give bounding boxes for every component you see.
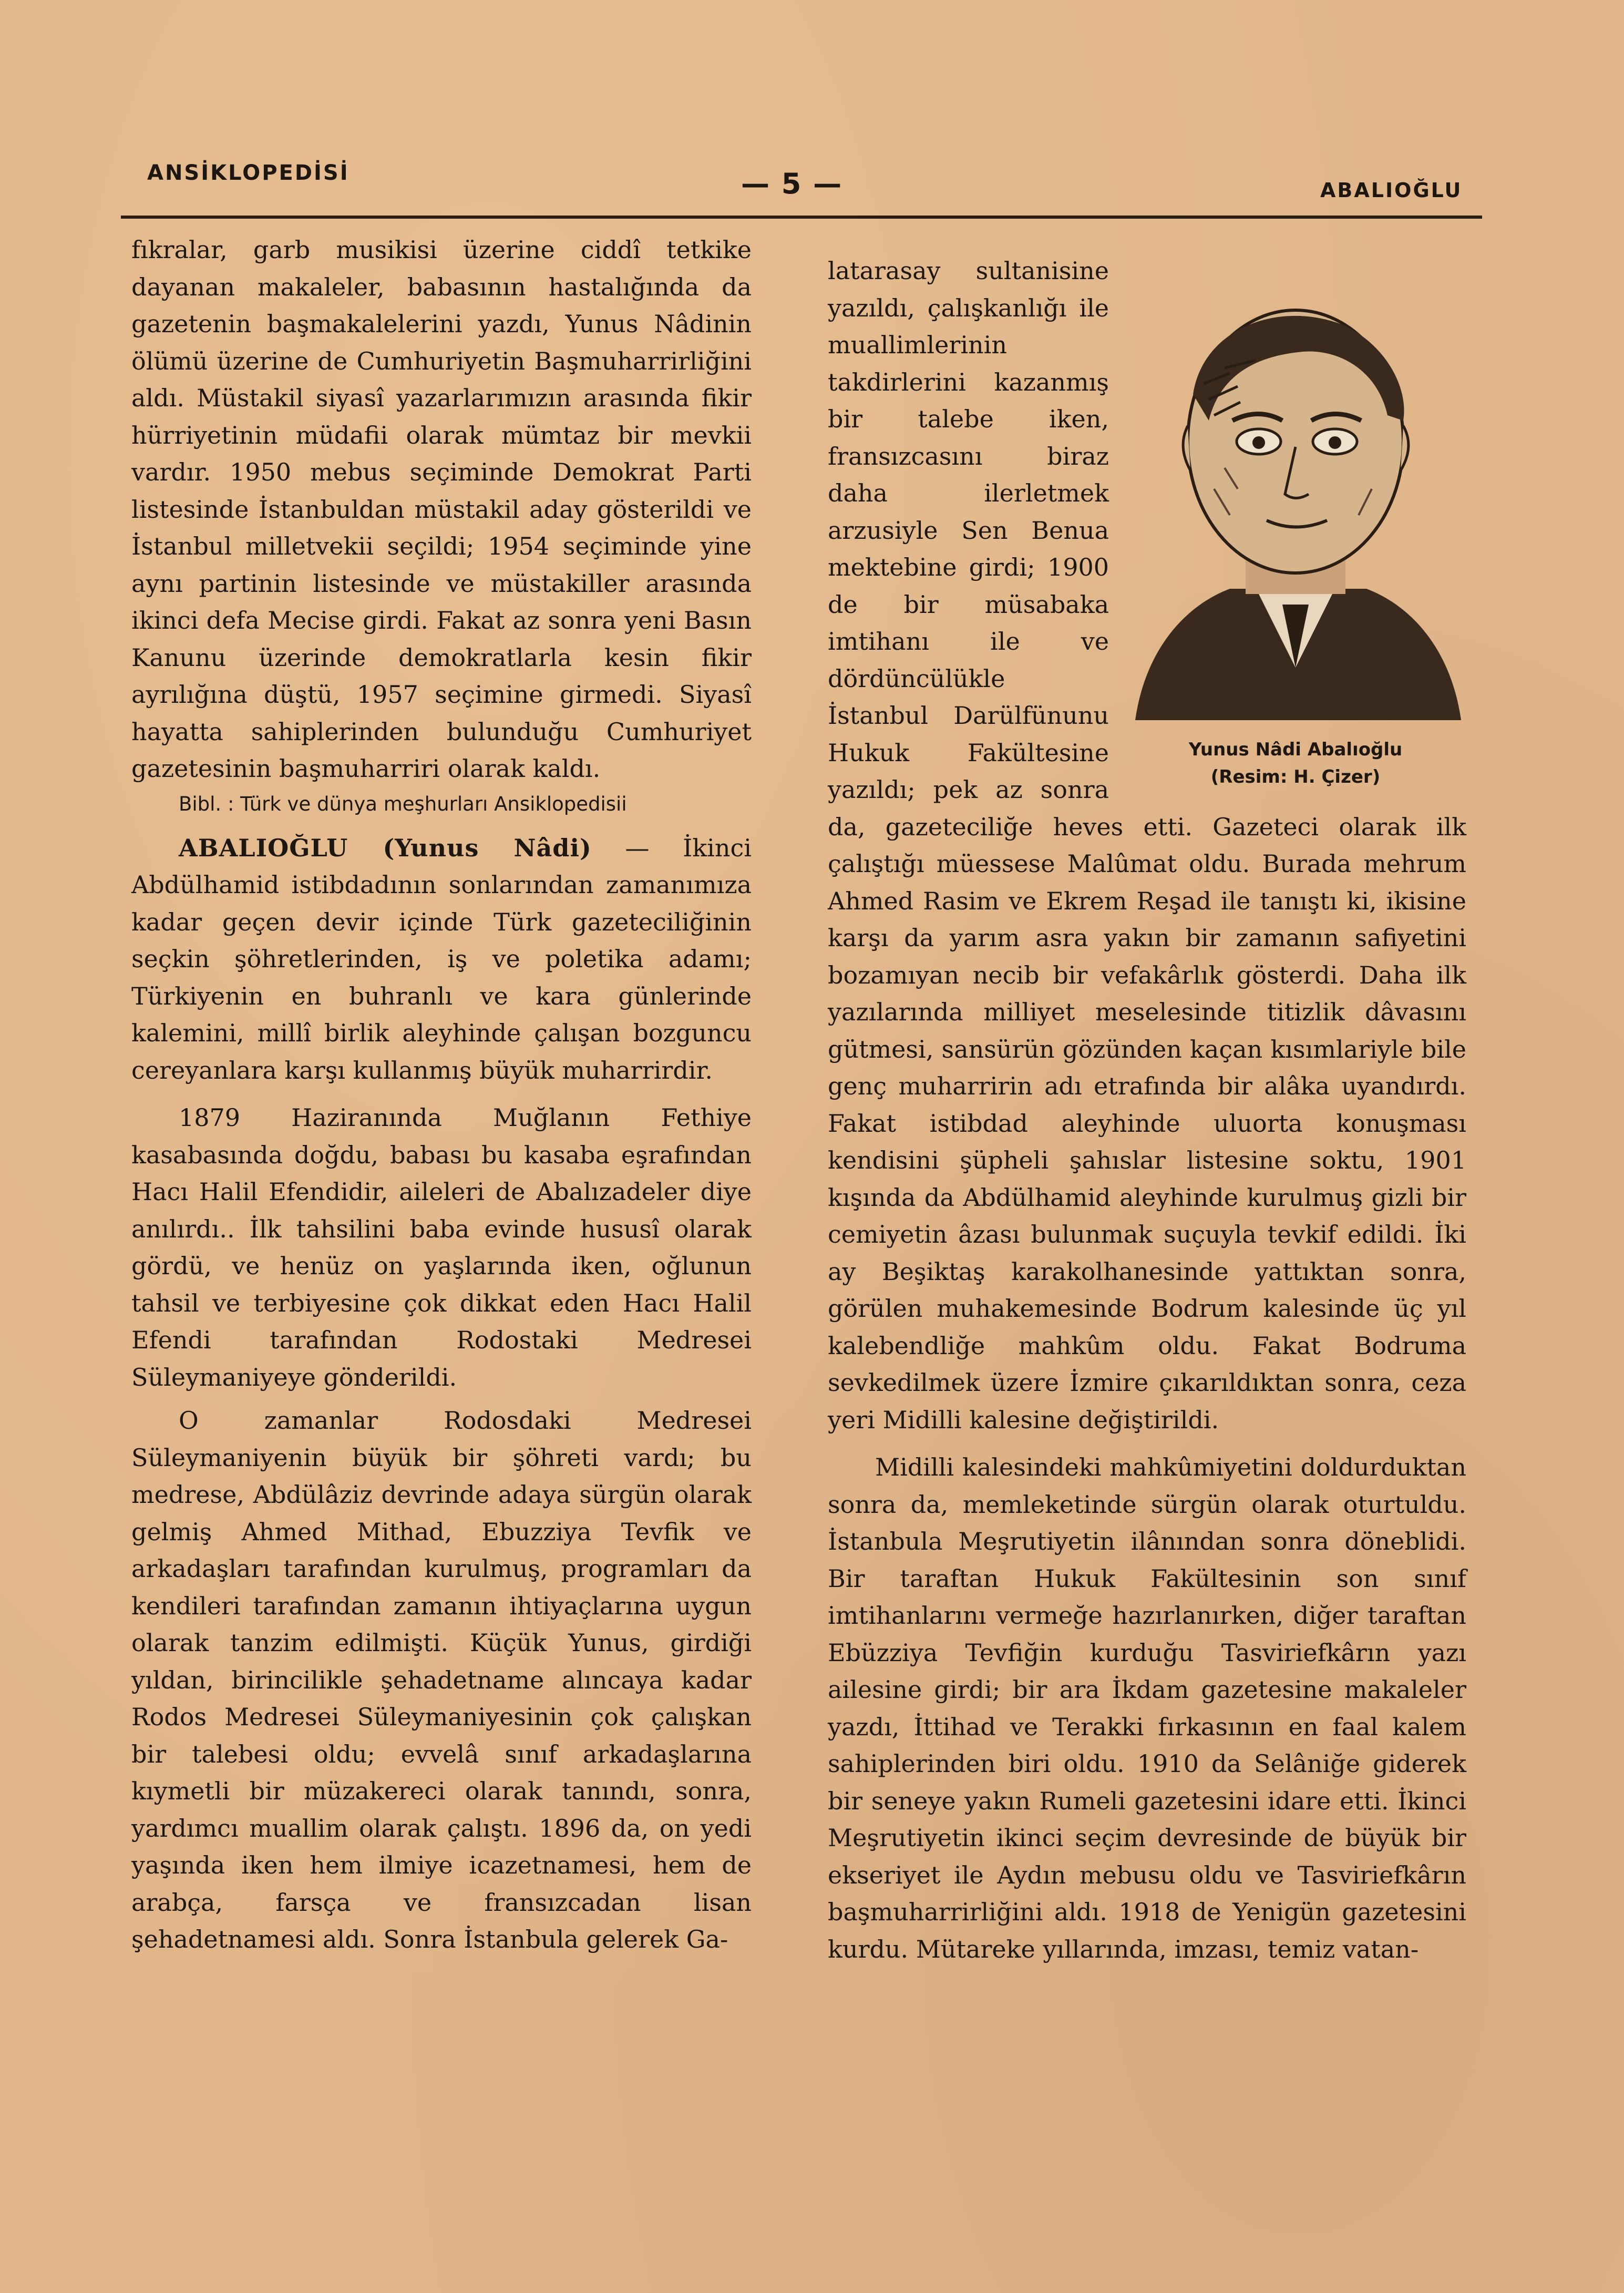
paragraph: Midilli kalesindeki mahkûmiyetini doldurduktan sonra da, memleketinde sürgün olarak oturtuldu. İstanbula Meşrutiyetin ilânından sonra döneblidi. Bir taraftan Hukuk Fakültesinin son sınıf imtihanlarını vermeğe hazırlanırken, diğer taraftan Ebüzziya Tevfiğin kurduğu Tasviriefkârın yazı ailesine girdi; bir ara İkdam gazetesine makaleler yazdı, İttihad ve Terakki fırkasının en faal kalem sahiplerinden biri oldu. 1910 da Selâniğe giderek bir seneye yakın Rumeli gazetesini idare etti. İkinci Meşrutiyetin ikinci seçim devresinde de büyük bir ekseriyet ile Aydın mebusu oldu ve Tasviriefkârın başmuharrirliğini aldı. 1918 de Yenigün gazetesini kurdu. Mütareke yıllarında, imzası, temiz vatan-	[828, 1453, 1466, 1963]
entry-text: — İkinci Abdülhamid istibdadının sonlarından zamanımıza kadar geçen devir içinde Türk gazeteciliğinin seçkin şöhretlerinden, iş ve poletika adamı; Türkiyenin en buhranlı ve kara günlerinde kalemini, millî birlik aleyhinde çalışan bozguncu cereyanlara karşı kullanmış büyük muharrirdir.	[131, 833, 752, 1084]
page-number: — 5 —	[741, 167, 843, 200]
paragraph: 1879 Haziranında Muğlanın Fethiye kasabasında doğdu, babası bu kasaba eşrafından Hacı Halil Efendidir, aileleri de Abalızadeler diye anılırdı.. İlk tahsilini baba evinde hususî olarak gördü, ve henüz on yaşlarında iken, oğlunun tahsil ve terbiyesine çok dikkat eden Hacı Halil Efendi tarafından Rodostaki Medresei Süleymaniyeye gönderildi.	[131, 1103, 752, 1391]
paragraph: latarasay sultanisine yazıldı, çalışkanlığı ile muallimlerinin takdirlerini kazanmış bir talebe iken, fransızcasını biraz daha ilerletmek arzusiyle Sen Benua mektebine girdi; 1900 de bir müsabaka imtihanı ile ve dördüncülükle İstanbul Darülfünunu Hukuk Fakültesine yazıldı; pek az sonra da, gazeteciliğe heves etti. Gazeteci olarak ilk çalıştığı müessese Malûmat oldu. Burada mehrum Ahmed Rasim ve Ekrem Reşad ile tanıştı ki, ikisine karşı da yarım asra yakın bir zamanın safiyetini bozamıyan necib bir vefakârlık gösterdi. Daha ilk yazılarında milliyet meselesinde titizlik dâvasını gütmesi, sansürün gözünden kaçan kısımlariyle bile genç muharririn adı etrafında bir alâka uyandırdı. Fakat istibdad aleyhinde uluorta konuşması kendisini şüpheli şahıslar listesine soktu, 1901 kışında da Abdülhamid aleyhinde kurulmuş gizli bir cemiyetin âzası bulunmak suçuyla tevkif edildi. İki ay Beşiktaş karakolhanesinde yattıktan sonra, görülen muhakemesinde Bodrum kalesinde üç yıl kalebendliğe mahkûm oldu. Fakat Bodruma sevkedilmek üzere İzmire çıkarıldıktan sonra, ceza yeri Midilli kalesine değiştirildi.	[828, 257, 1466, 1434]
caption-credit: (Resim: H. Çizer)	[1210, 766, 1381, 787]
right-column	[828, 252, 1466, 1968]
running-header-left: ANSİKLOPEDİSİ	[147, 161, 350, 185]
paragraph: fıkralar, garb musikisi üzerine ciddî tetkike dayanan makaleler, babasının hastalığında da gazetenin başmakalelerini yazdı, Yunus Nâdinin ölümü üzerine de Cumhuriyetin Başmuharrirliğini aldı. Müstakil siyasî yazarlarımızın arasında fikir hürriyetinin müdafii olarak mümtaz bir mevkii vardır. 1950 mebus seçiminde Demokrat Parti listesinde İstanbuldan müstakil aday gösterildi ve İstanbul milletvekii seçildi; 1954 seçiminde yine aynı partinin listesinde ve müstakiller arasında ikinci defa Mecise girdi. Fakat az sonra yeni Basın Kanunu üzerinde demokratlarla kesin fikir ayrılığına düştü, 1957 seçimine girmedi. Siyasî hayatta sahiplerinden bulunduğu Cumhuriyet gazetesinin başmuharriri olarak kaldı.	[131, 236, 752, 783]
paragraph: O zamanlar Rodosdaki Medresei Süleymaniyenin büyük bir şöhreti vardı; bu medrese, Abdülâziz devrinde adaya sürgün olarak gelmiş Ahmed Mithad, Ebuzziya Tevfik ve arkadaşları tarafından kurulmuş, programları da kendileri tarafından zamanın ihtiyaçlarına uygun olarak tanzim edilmişti. Küçük Yunus, girdiği yıldan, birincilikle şehadetname alıncaya kadar Rodos Medresei Süleymaniyesinin çok çalışkan bir talebesi oldu; evvelâ sınıf arkadaşlarına kıymetli bir müzakereci olarak tanındı, sonra, yardımcı muallim olarak çalıştı. 1896 da, on yedi yaşında iken hem ilmiye icazetnamesi, hem de arabça, farsça ve fransızcadan lisan şehadetnamesi aldı. Sonra İstanbula gelerek Ga-	[131, 1406, 752, 1953]
entry-paragraph	[131, 830, 752, 1089]
bibliography-note: Bibl. : Türk ve dünya meşhurları Ansiklopedisii	[179, 792, 627, 815]
portrait-illustration	[1125, 268, 1466, 720]
running-header-right: ABALIOĞLU	[1320, 179, 1463, 202]
portrait-caption	[1125, 736, 1466, 791]
header-rule	[121, 216, 1482, 219]
left-column	[131, 231, 752, 1958]
portrait-figure	[1125, 252, 1466, 794]
entry-title: ABALIOĞLU (Yunus Nâdi)	[179, 833, 592, 862]
caption-name: Yunus Nâdi Abalıoğlu	[1188, 739, 1403, 760]
